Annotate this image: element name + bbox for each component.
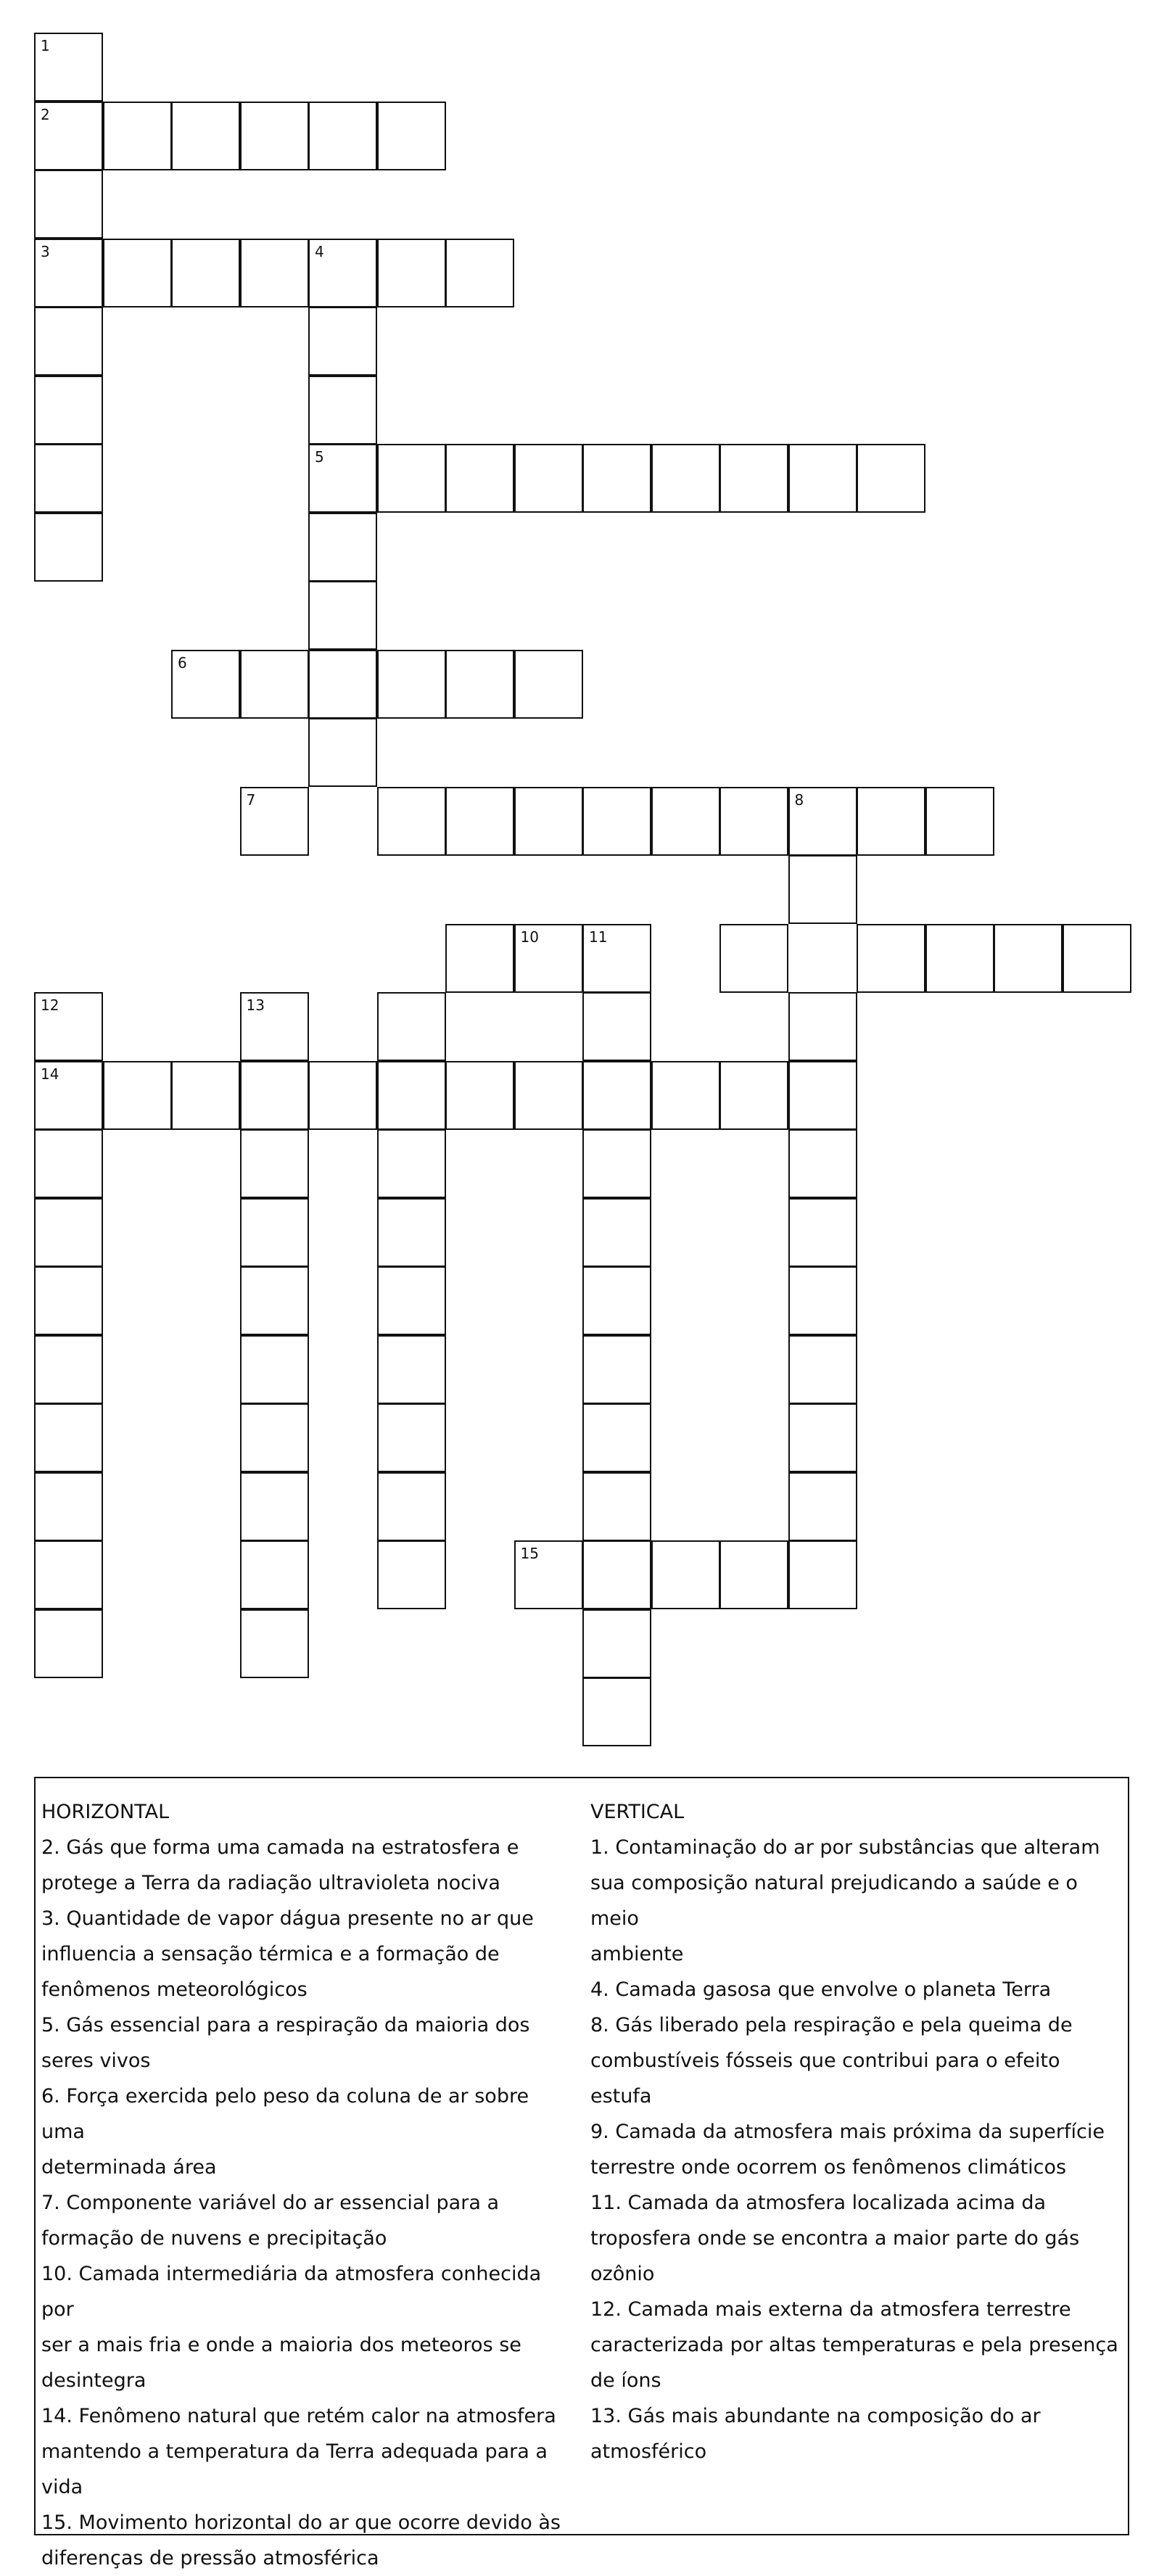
- grid-cell[interactable]: [582, 1403, 651, 1472]
- vertical-clue-line: troposfera onde se encontra a maior parte do gás: [590, 2227, 1080, 2250]
- horizontal-clue-line: 5. Gás essencial para a respiração da maioria dos: [41, 2014, 530, 2036]
- grid-cell[interactable]: [582, 1198, 651, 1267]
- grid-cell[interactable]: [582, 1677, 651, 1746]
- horizontal-clue-line: ser a mais fria e onde a maioria dos meteoros se: [41, 2334, 521, 2356]
- grid-cell[interactable]: [651, 444, 720, 513]
- grid-cell[interactable]: [445, 1061, 514, 1130]
- grid-cell[interactable]: [1063, 924, 1131, 993]
- vertical-clue-line: de íons: [590, 2369, 661, 2392]
- grid-cell[interactable]: [788, 1266, 857, 1335]
- horizontal-clue-line: 10. Camada intermediária da atmosfera conhecida por: [41, 2263, 542, 2321]
- grid-cell[interactable]: [240, 1609, 309, 1678]
- clue-number: 4: [315, 242, 324, 260]
- grid-cell[interactable]: [34, 376, 103, 445]
- grid-cell[interactable]: [308, 513, 377, 582]
- grid-cell[interactable]: [719, 787, 788, 856]
- grid-cell[interactable]: [788, 1129, 857, 1198]
- grid-cell[interactable]: [171, 1061, 240, 1130]
- grid-cell[interactable]: [308, 718, 377, 787]
- grid-cell[interactable]: [308, 239, 377, 307]
- grid-cell[interactable]: [651, 1061, 720, 1130]
- grid-cell[interactable]: [240, 1335, 309, 1404]
- horizontal-clue-line: 7. Componente variável do ar essencial para a: [41, 2192, 500, 2214]
- grid-cell[interactable]: [34, 239, 103, 307]
- clue-number: 1: [41, 37, 50, 54]
- grid-cell[interactable]: [171, 650, 240, 719]
- grid-cell[interactable]: [514, 1540, 583, 1609]
- vertical-clue-line: ozônio: [590, 2263, 655, 2285]
- grid-cell[interactable]: [445, 924, 514, 993]
- horizontal-clue-line: 14. Fenômeno natural que retém calor na atmosfera: [41, 2405, 556, 2427]
- grid-cell[interactable]: [377, 1472, 446, 1541]
- grid-cell[interactable]: [34, 444, 103, 513]
- clue-number: 13: [246, 996, 265, 1014]
- grid-cell[interactable]: [377, 1335, 446, 1404]
- clue-box: [34, 1777, 1129, 2569]
- vertical-title: VERTICAL: [590, 1801, 685, 1823]
- horizontal-clue-line: 2. Gás que forma uma camada na estratosfera e: [41, 1836, 519, 1859]
- clue-number: 5: [315, 448, 324, 466]
- vertical-clue-line: terrestre onde ocorrem os fenômenos climáticos: [590, 2156, 1067, 2179]
- clue-number: 6: [178, 653, 187, 672]
- horizontal-title: HORIZONTAL: [41, 1801, 170, 1823]
- grid-cell[interactable]: [377, 102, 446, 170]
- vertical-clue-line: 8. Gás liberado pela respiração e pela queima de: [590, 2014, 1073, 2036]
- horizontal-clues: [41, 1794, 571, 2576]
- grid-cell[interactable]: [719, 1061, 788, 1130]
- grid-cell[interactable]: [377, 1198, 446, 1267]
- horizontal-clue-line: vida: [41, 2476, 83, 2498]
- grid-cell[interactable]: [240, 1266, 309, 1335]
- grid-cell[interactable]: [582, 1472, 651, 1541]
- grid-cell[interactable]: [445, 650, 514, 719]
- grid-cell[interactable]: [514, 444, 583, 513]
- grid-cell[interactable]: [788, 855, 857, 924]
- grid-cell[interactable]: [308, 1061, 377, 1130]
- grid-cell[interactable]: [788, 1335, 857, 1404]
- grid-cell[interactable]: [308, 102, 377, 170]
- grid-cell[interactable]: [582, 444, 651, 513]
- grid-cell[interactable]: [308, 307, 377, 376]
- grid-cell[interactable]: [34, 1335, 103, 1404]
- clue-number: 12: [41, 996, 59, 1014]
- grid-cell[interactable]: [582, 1129, 651, 1198]
- grid-cell[interactable]: [171, 102, 240, 170]
- grid-cell[interactable]: [240, 650, 309, 719]
- grid-cell[interactable]: [925, 924, 994, 993]
- vertical-clue-line: 12. Camada mais externa da atmosfera terrestre: [590, 2298, 1071, 2321]
- grid-cell[interactable]: [171, 239, 240, 307]
- grid-cell[interactable]: [582, 1266, 651, 1335]
- grid-cell[interactable]: [240, 1129, 309, 1198]
- grid-cell[interactable]: [103, 1061, 172, 1130]
- grid-cell[interactable]: [582, 924, 651, 993]
- grid-cell[interactable]: [34, 992, 103, 1061]
- clue-number: 7: [246, 790, 256, 809]
- grid-cell[interactable]: [788, 1061, 857, 1130]
- vertical-clue-list: [590, 1830, 1120, 2469]
- grid-cell[interactable]: [788, 1472, 857, 1541]
- grid-cell[interactable]: [377, 1061, 446, 1130]
- grid-cell[interactable]: [445, 444, 514, 513]
- grid-cell[interactable]: [34, 1403, 103, 1472]
- grid-cell[interactable]: [308, 581, 377, 650]
- grid-cell[interactable]: [103, 102, 172, 170]
- horizontal-clue-line: determinada área: [41, 2156, 217, 2179]
- clue-number: 3: [41, 242, 50, 260]
- grid-cell[interactable]: [582, 1061, 651, 1130]
- grid-cell[interactable]: [514, 650, 583, 719]
- vertical-clue-line: combustíveis fósseis que contribui para o efeito estufa: [590, 2049, 1060, 2108]
- grid-cell[interactable]: [240, 1061, 309, 1130]
- vertical-clue-line: sua composição natural prejudicando a saúde e o meio: [590, 1872, 1078, 1930]
- grid-cell[interactable]: [240, 1472, 309, 1541]
- grid-cell[interactable]: [651, 1540, 720, 1609]
- horizontal-clue-line: 6. Força exercida pelo peso da coluna de ar sobre uma: [41, 2085, 529, 2143]
- grid-cell[interactable]: [582, 1335, 651, 1404]
- horizontal-clue-line: formação de nuvens e precipitação: [41, 2227, 387, 2250]
- vertical-clue-line: 11. Camada da atmosfera localizada acima da: [590, 2192, 1047, 2214]
- horizontal-clue-line: influencia a sensação térmica e a formação de: [41, 1943, 500, 1965]
- vertical-clue-line: caracterizada por altas temperaturas e pela presença: [590, 2334, 1118, 2356]
- grid-cell[interactable]: [719, 1540, 788, 1609]
- clue-number: 10: [520, 928, 539, 946]
- grid-cell[interactable]: [377, 1403, 446, 1472]
- grid-cell[interactable]: [377, 239, 446, 307]
- grid-cell[interactable]: [651, 787, 720, 856]
- grid-cell[interactable]: [34, 1129, 103, 1198]
- vertical-clue-line: 13. Gás mais abundante na composição do ar: [590, 2405, 1041, 2427]
- grid-cell[interactable]: [34, 1609, 103, 1678]
- grid-cell[interactable]: [582, 1609, 651, 1678]
- grid-cell[interactable]: [788, 1198, 857, 1267]
- horizontal-clue-line: mantendo a temperatura da Terra adequada para a: [41, 2440, 548, 2463]
- grid-cell[interactable]: [788, 444, 857, 513]
- grid-cell[interactable]: [34, 1266, 103, 1335]
- grid-cell[interactable]: [377, 992, 446, 1061]
- horizontal-clue-line: fenômenos meteorológicos: [41, 1978, 308, 2001]
- grid-cell[interactable]: [377, 1266, 446, 1335]
- grid-cell[interactable]: [857, 787, 925, 856]
- grid-cell[interactable]: [582, 1540, 651, 1609]
- horizontal-clue-list: [41, 1830, 571, 2576]
- grid-cell[interactable]: [240, 1198, 309, 1267]
- grid-cell[interactable]: [103, 239, 172, 307]
- crossword-grid: [34, 33, 1129, 1722]
- grid-cell[interactable]: [240, 1540, 309, 1609]
- grid-cell[interactable]: [994, 924, 1063, 993]
- grid-cell[interactable]: [34, 33, 103, 102]
- grid-cell[interactable]: [34, 102, 103, 170]
- grid-cell[interactable]: [34, 170, 103, 239]
- grid-cell[interactable]: [377, 1540, 446, 1609]
- grid-cell[interactable]: [34, 1061, 103, 1130]
- grid-cell[interactable]: [514, 1061, 583, 1130]
- grid-cell[interactable]: [514, 924, 583, 993]
- vertical-clue-line: 4. Camada gasosa que envolve o planeta Terra: [590, 1978, 1052, 2001]
- vertical-clue-line: 1. Contaminação do ar por substâncias que alteram: [590, 1836, 1100, 1859]
- grid-cell[interactable]: [240, 102, 309, 170]
- horizontal-clue-line: seres vivos: [41, 2049, 151, 2072]
- grid-cell[interactable]: [788, 1403, 857, 1472]
- horizontal-clue-line: diferenças de pressão atmosférica: [41, 2547, 379, 2569]
- vertical-clues: [590, 1794, 1120, 2469]
- clue-number: 11: [589, 928, 608, 946]
- horizontal-clue-line: desintegra: [41, 2369, 147, 2392]
- grid-cell[interactable]: [377, 444, 446, 513]
- grid-cell[interactable]: [719, 444, 788, 513]
- grid-cell[interactable]: [308, 650, 377, 719]
- grid-cell[interactable]: [582, 992, 651, 1061]
- grid-cell[interactable]: [34, 513, 103, 582]
- vertical-clue-line: ambiente: [590, 1943, 684, 1965]
- horizontal-clue-line: 15. Movimento horizontal do ar que ocorre devido às: [41, 2511, 561, 2534]
- clue-number: 2: [41, 105, 50, 123]
- grid-cell[interactable]: [240, 1403, 309, 1472]
- grid-cell[interactable]: [34, 1540, 103, 1609]
- clue-number: 15: [520, 1545, 539, 1562]
- grid-cell[interactable]: [240, 992, 309, 1061]
- grid-cell[interactable]: [240, 239, 309, 307]
- grid-cell[interactable]: [34, 1198, 103, 1267]
- grid-cell[interactable]: [514, 787, 583, 856]
- grid-cell[interactable]: [308, 444, 377, 513]
- grid-cell[interactable]: [788, 787, 857, 856]
- grid-cell[interactable]: [719, 924, 788, 993]
- grid-cell[interactable]: [308, 376, 377, 445]
- horizontal-clue-line: 3. Quantidade de vapor dágua presente no ar que: [41, 1907, 534, 1930]
- grid-cell[interactable]: [582, 787, 651, 856]
- grid-cell[interactable]: [788, 992, 857, 1061]
- grid-cell[interactable]: [377, 650, 446, 719]
- grid-cell[interactable]: [857, 924, 925, 993]
- clue-number: 14: [41, 1065, 59, 1083]
- grid-cell[interactable]: [377, 787, 446, 856]
- grid-cell[interactable]: [34, 307, 103, 376]
- grid-cell[interactable]: [857, 444, 925, 513]
- clue-number: 8: [794, 790, 804, 809]
- horizontal-clue-line: protege a Terra da radiação ultravioleta nociva: [41, 1872, 500, 1894]
- grid-cell[interactable]: [377, 1129, 446, 1198]
- grid-cell[interactable]: [445, 787, 514, 856]
- grid-cell[interactable]: [34, 1472, 103, 1541]
- grid-cell[interactable]: [788, 1540, 857, 1609]
- vertical-clue-line: atmosférico: [590, 2440, 707, 2463]
- grid-cell[interactable]: [925, 787, 994, 856]
- vertical-clue-line: 9. Camada da atmosfera mais próxima da superfície: [590, 2121, 1105, 2143]
- grid-cell[interactable]: [240, 787, 309, 856]
- grid-cell[interactable]: [445, 239, 514, 307]
